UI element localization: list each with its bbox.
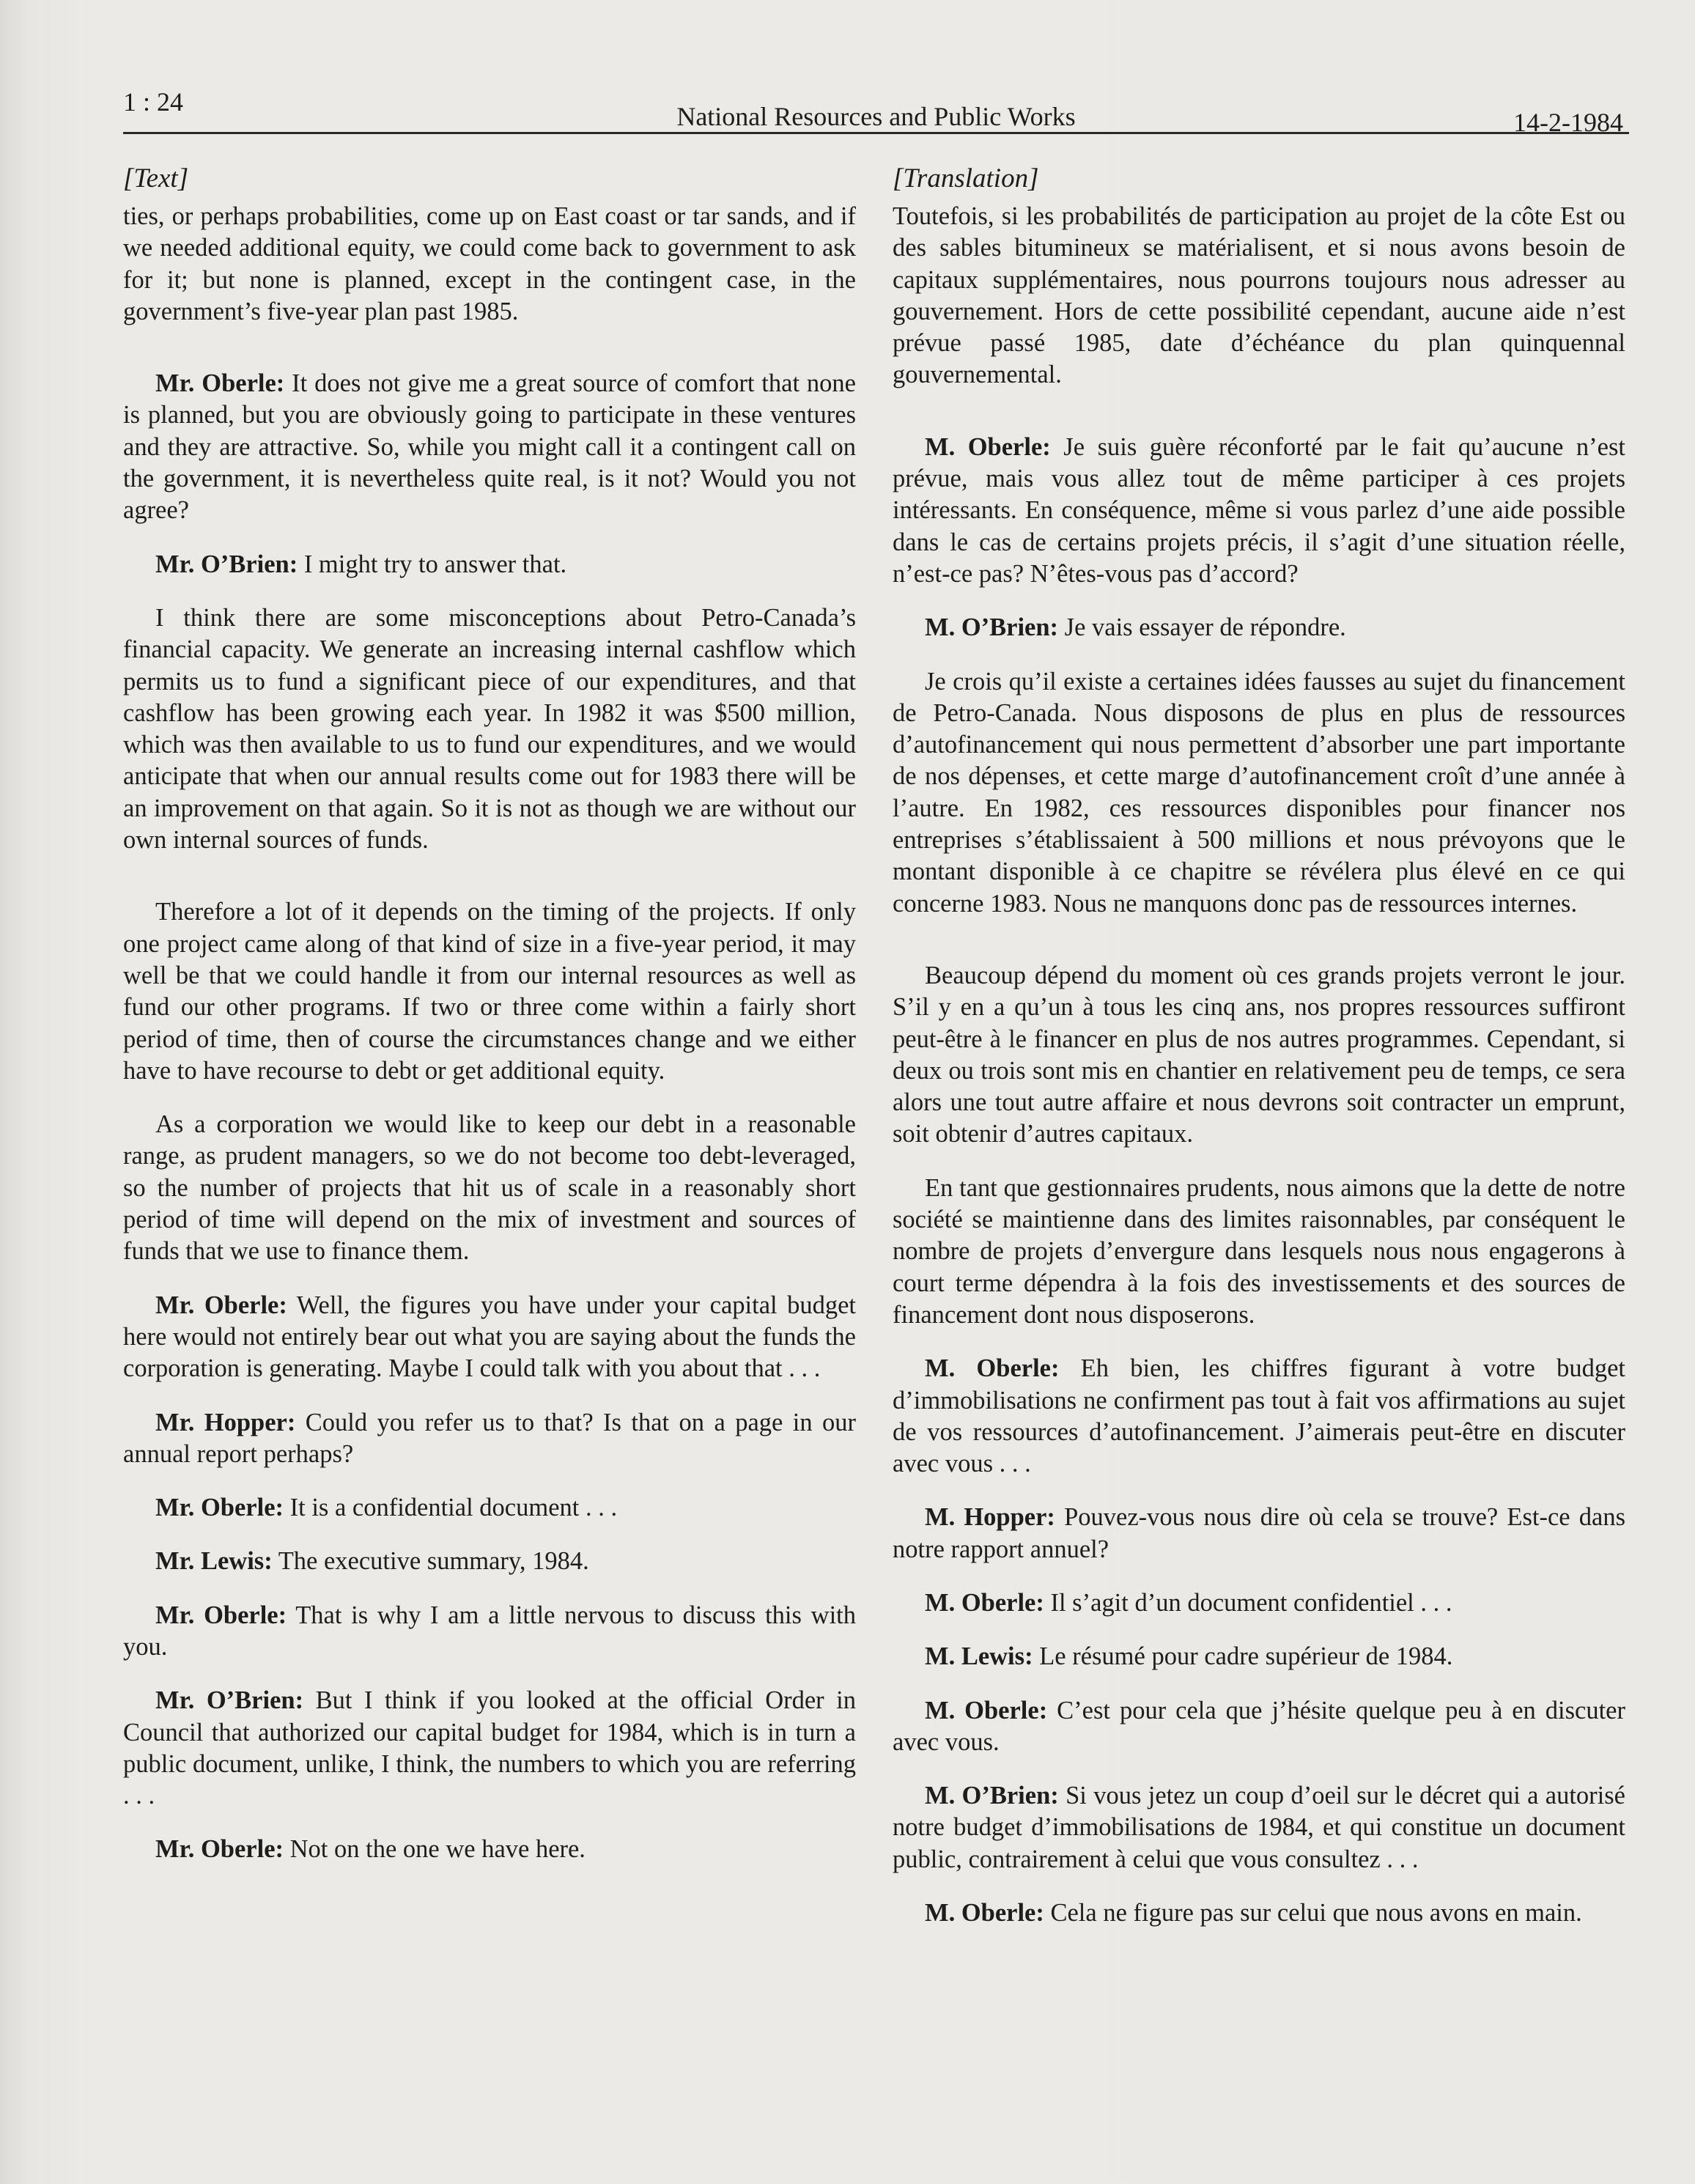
speaker-paragraph	[123, 1834, 856, 1865]
speaker-paragraph	[123, 1600, 856, 1664]
speech-text: Le résumé pour cadre supérieur de 1984.	[1033, 1642, 1453, 1671]
speaker-name: Mr. Oberle:	[155, 1601, 287, 1629]
page-number: 1 : 24	[123, 87, 184, 117]
speech-text: It is a confidential document . . .	[284, 1494, 618, 1522]
speech-text: I might try to answer that.	[298, 550, 567, 578]
header-date: 14-2-1984	[1513, 108, 1623, 137]
paragraph: As a corporation we would like to keep our debt in a reasonable range, as prudent managers, so we do not become too debt-leveraged, so the number of projects that hit us of scale in a reasonably short period of time will depend on the mix of investment and sources of funds that we use to finance them.	[123, 1110, 856, 1266]
paragraph: I think there are some misconceptions about Petro-Canada’s financial capacity. We generate an increasing internal cashflow which permits us to fund a significant piece of our expenditures, and that cashflow has been growing each year. In 1982 it was $500 million, which was then available to us to fund our expenditures, and we would anticipate that when our annual results come out for 1983 there will be an improvement on that again. So it is not as though we are without our own internal sources of funds.	[123, 603, 856, 855]
speech-text: Well, the figures you have under your capital budget here would not entirely bear out what you are saying about the funds the corporation is generating. Maybe I could talk with you about that . . .	[123, 1291, 856, 1383]
speech-text: Could you refer us to that? Is that on a page in our annual report perhaps?	[123, 1408, 856, 1468]
speech-text: Cela ne figure pas sur celui que nous avons en main.	[1044, 1899, 1582, 1927]
page-header	[123, 86, 1629, 137]
speech-text: But I think if you looked at the official Order in Council that authorized our capital budget for 1984, which is in turn a public document, unlike, I think, the numbers to which you are referring . . .	[123, 1686, 856, 1810]
speech-text: C’est pour cela que j’hésite quelque peu à en discuter avec vous.	[893, 1696, 1625, 1756]
speech-text: Eh bien, les chiffres figurant à votre budget d’immobilisations ne confirment pas tout à fait vos affirmations au sujet de vos ressources d’autofinancement. J’aimerais peut-être en discuter avec vous . . .	[893, 1354, 1625, 1478]
speaker-paragraph	[893, 1695, 1625, 1759]
speech-text: That is why I am a little nervous to discuss this with you.	[123, 1601, 856, 1661]
speech-text: Je suis guère réconforté par le fait qu’aucune n’est prévue, mais vous allez tout de même participer à ces projets intéressants. En conséquence, même si vous parlez d’une aide possible dans le cas de certains projets précis, il s’agit d’une situation réelle, n’est-ce pas? N’êtes-vous pas d’accord?	[893, 432, 1625, 588]
speaker-paragraph	[123, 1290, 856, 1385]
speaker-paragraph	[893, 1897, 1625, 1929]
paragraph: Beaucoup dépend du moment où ces grands projets verront le jour. S’il y en a qu’un à tous les cinq ans, nos propres ressources suffiront peut-être à le financer en plus de nos autres programmes. Cependant, si deux ou trois sont mis en chantier en relativement peu de temps, ce sera alors une tout autre affaire et nous devrons soit contracter un emprunt, soit obtenir d’autres capitaux.	[893, 961, 1625, 1148]
paragraph: En tant que gestionnaires prudents, nous aimons que la dette de notre société se maintienne dans des limites raisonnables, par conséquent le nombre de projets d’envergure dans lesquels nous nous engagerons à court terme dépendra à la fois des investissements et des sources de financement dont nous disposerons.	[893, 1173, 1625, 1329]
speech-text: Je vais essayer de répondre.	[1058, 613, 1346, 642]
speaker-name: Mr. Oberle:	[155, 1835, 284, 1864]
speaker-paragraph	[123, 1685, 856, 1812]
speaker-name: M. Oberle:	[925, 1588, 1044, 1617]
text-tag: [Text]	[123, 163, 189, 193]
speaker-paragraph	[893, 432, 1625, 590]
speaker-name: M. Lewis:	[925, 1642, 1033, 1671]
speaker-paragraph	[893, 612, 1625, 643]
speaker-name: M. O’Brien:	[925, 613, 1059, 642]
french-column	[893, 163, 1625, 1929]
speech-text: Si vous jetez un coup d’oeil sur le décret qui a autorisé notre budget d’immobilisations de 1984, et qui constitue un document public, contrairement à celui que vous consultez . . .	[893, 1782, 1625, 1873]
paragraph: Toutefois, si les probabilités de participation au projet de la côte Est ou des sables bitumineux se matérialisent, et si nous avons besoin de capitaux supplémentaires, nous pourrons toujours nous adresser au gouvernement. Hors de cette possibilité cependant, aucune aide n’est prévue passé 1985, date d’échéance du plan quinquennal gouvernemental.	[893, 202, 1625, 389]
paragraph: Therefore a lot of it depends on the timing of the projects. If only one project came along of that kind of size in a five-year period, it may well be that we could handle it from our internal resources as well as fund our other programs. If two or three come within a fairly short period of time, then of course the circumstances change and we either have to have recourse to debt or get additional equity.	[123, 898, 856, 1085]
paragraph: ties, or perhaps probabilities, come up on East coast or tar sands, and if we needed additional equity, we could come back to government to ask for it; but none is planned, except in the contingent case, in the government’s five-year plan past 1985.	[123, 202, 856, 325]
speaker-name: Mr. Oberle:	[155, 1494, 284, 1522]
speaker-paragraph	[123, 368, 856, 526]
speech-text: Il s’agit d’un document confidentiel . . .	[1044, 1588, 1452, 1617]
speaker-name: M. Oberle:	[925, 1696, 1048, 1724]
speech-text: It does not give me a great source of comfort that none is planned, but you are obviously going to participate in these ventures and they are attractive. So, while you might call it a contingent call on the government, it is nevertheless quite real, is it not? Would you not agree?	[123, 369, 856, 525]
speaker-paragraph	[893, 1353, 1625, 1480]
english-column	[123, 163, 856, 1866]
speaker-name: M. O’Brien:	[925, 1782, 1059, 1810]
paragraph: Je crois qu’il existe a certaines idées fausses au sujet du financement de Petro-Canada. Nous disposons de plus en plus de ressources d’autofinancement qui nous permettent d’absorber une part importante de nos dépenses, et cette marge d’autofinancement croît d’une année à l’autre. En 1982, ces ressources disponibles pour financer nos entreprises s’établissaient à 500 millions et nous prévoyons que le montant disponible à ce chapitre se révélera plus élevé en ce qui concerne 1983. Nous ne manquons donc pas de ressources internes.	[893, 667, 1625, 918]
speaker-paragraph	[893, 1587, 1625, 1619]
speaker-name: M. Oberle:	[925, 432, 1051, 461]
speaker-name: Mr. Lewis:	[155, 1547, 273, 1576]
speaker-name: M. Oberle:	[925, 1899, 1044, 1927]
speaker-paragraph	[893, 1641, 1625, 1672]
speaker-paragraph	[123, 549, 856, 580]
translation-tag: [Translation]	[893, 163, 1039, 193]
speaker-paragraph	[123, 1546, 856, 1577]
speech-text: Pouvez-vous nous dire où cela se trouve? Est-ce dans notre rapport annuel?	[893, 1503, 1625, 1563]
speech-text: The executive summary, 1984.	[272, 1547, 589, 1576]
speech-text: Not on the one we have here.	[284, 1835, 586, 1864]
speaker-name: Mr. Hopper:	[155, 1408, 296, 1436]
speaker-name: M. Hopper:	[925, 1503, 1055, 1532]
speaker-paragraph	[123, 1407, 856, 1471]
publication-title: National Resources and Public Works	[676, 102, 1076, 131]
speaker-name: M. Oberle:	[925, 1354, 1060, 1383]
speaker-paragraph	[123, 1492, 856, 1524]
speaker-paragraph	[893, 1780, 1625, 1875]
speaker-name: Mr. Oberle:	[155, 369, 285, 398]
speaker-paragraph	[893, 1502, 1625, 1565]
speaker-name: Mr. Oberle:	[155, 1291, 287, 1319]
speaker-name: Mr. O’Brien:	[155, 550, 298, 578]
speaker-name: Mr. O’Brien:	[155, 1686, 304, 1715]
